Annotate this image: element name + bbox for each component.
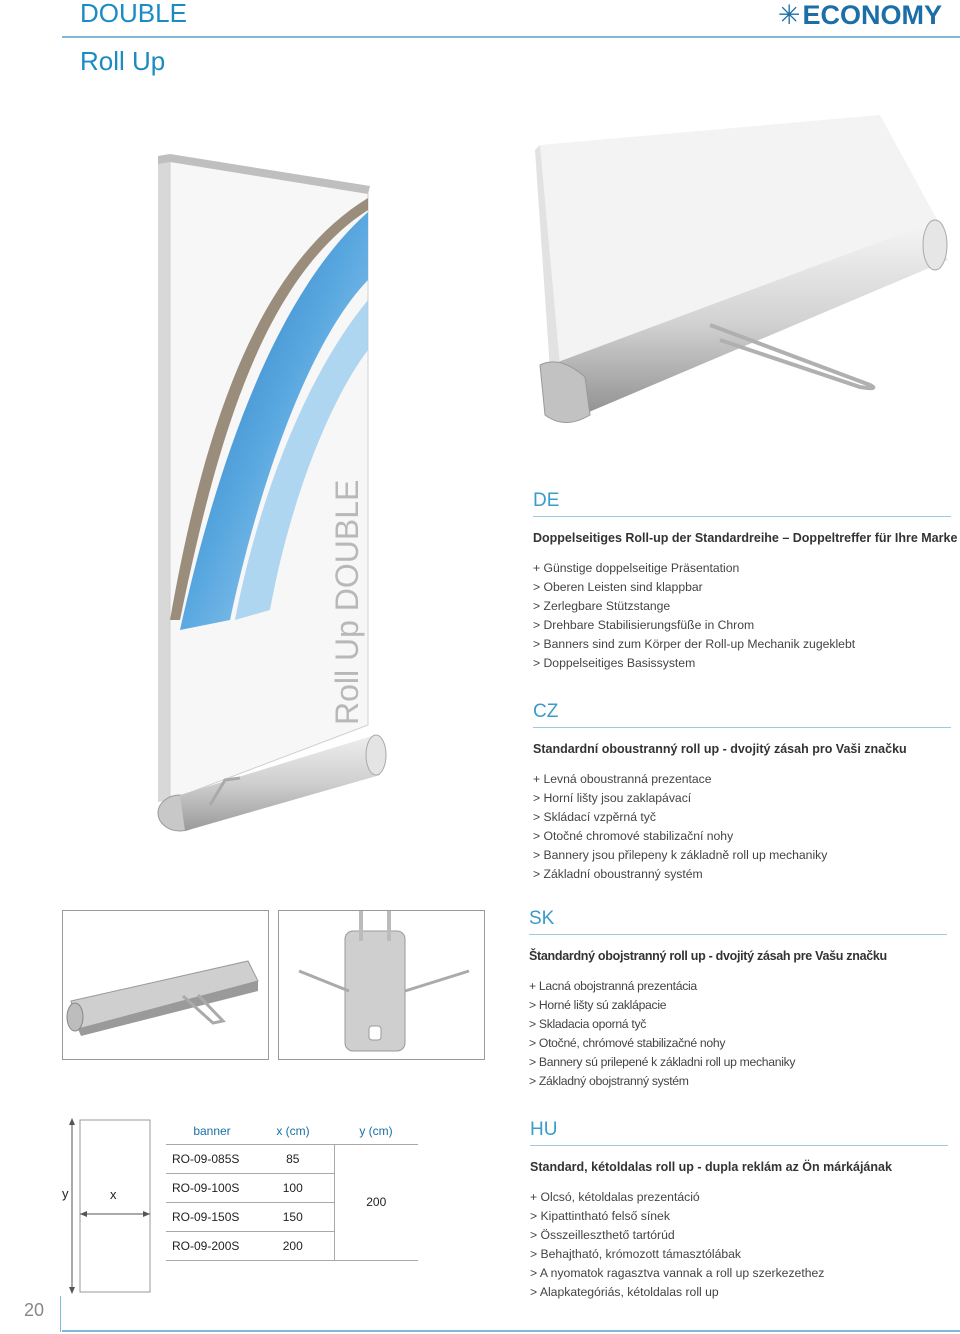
table-cell-y: 200 <box>334 1144 418 1260</box>
section-hu-label: HU <box>530 1119 558 1140</box>
header-divider <box>62 36 960 38</box>
list-item: + Günstige doppelseitige Präsentation <box>533 561 740 575</box>
page-number: 20 <box>24 1300 45 1320</box>
asterisk-icon: ✳ <box>777 0 801 30</box>
table-cell-x: 100 <box>252 1173 334 1202</box>
list-item: > Banners sind zum Körper der Roll-up Mechanik zugeklebt <box>533 637 856 651</box>
spec-table <box>166 1118 418 1261</box>
table-header-banner: banner <box>166 1118 252 1144</box>
list-item: > Doppelseitiges Basissystem <box>533 656 696 670</box>
section-hu-list <box>530 1188 948 1302</box>
list-item: > Oberen Leisten sind klappbar <box>533 580 703 594</box>
section-de-rule <box>533 516 951 517</box>
thumbnail-base-top <box>278 910 485 1060</box>
section-de-list <box>533 559 957 673</box>
table-cell-x: 150 <box>252 1202 334 1231</box>
list-item: > Drehbare Stabilisierungsfüße in Chrom <box>533 618 755 632</box>
dimension-y-label: y <box>62 1186 69 1201</box>
section-de-heading: Doppelseitiges Roll-up der Standardreihe – Doppeltreffer für Ihre Marke <box>533 531 958 545</box>
section-sk-rule <box>529 934 947 935</box>
list-item: > Horné lišty sú zaklápacie <box>529 998 667 1012</box>
table-cell-model: RO-09-085S <box>166 1144 252 1173</box>
brand-logo <box>778 0 942 31</box>
section-sk-heading: Štandardný obojstranný roll up - dvojitý zásah pre Vašu značku <box>529 949 887 963</box>
list-item: > A nyomatok ragasztva vannak a roll up szerkezethez <box>530 1266 825 1280</box>
table-cell-model: RO-09-200S <box>166 1231 252 1260</box>
table-row <box>166 1144 418 1173</box>
list-item: > Zerlegbare Stützstange <box>533 599 671 613</box>
list-item: > Základný obojstranný systém <box>529 1074 689 1088</box>
section-hu-heading: Standard, kétoldalas roll up - dupla reklám az Ön márkájának <box>530 1160 892 1174</box>
section-cz-list <box>533 770 951 884</box>
footer-divider-vertical <box>60 1296 61 1332</box>
list-item: > Bannery sú prilepené k základni roll up mechaniky <box>529 1055 796 1069</box>
table-cell-x: 200 <box>252 1231 334 1260</box>
table-header-x: x (cm) <box>252 1118 334 1144</box>
dimension-diagram <box>58 1118 158 1296</box>
section-cz-rule <box>533 727 951 728</box>
section-hu-rule <box>530 1145 948 1146</box>
list-item: > Horní lišty jsou zaklapávací <box>533 791 692 805</box>
brand-name: ECONOMY <box>802 0 942 30</box>
list-item: > Kipattintható felső sínek <box>530 1209 670 1223</box>
list-item: > Alapkategóriás, kétoldalas roll up <box>530 1285 719 1299</box>
dimension-x-label: x <box>110 1187 117 1202</box>
table-header-y: y (cm) <box>334 1118 418 1144</box>
list-item: > Základní oboustranný systém <box>533 867 703 881</box>
section-cz <box>533 701 951 884</box>
list-item: > Otočné chromové stabilizační nohy <box>533 829 734 843</box>
table-cell-x: 85 <box>252 1144 334 1173</box>
table-cell-model: RO-09-100S <box>166 1173 252 1202</box>
list-item: + Levná oboustranná prezentace <box>533 772 712 786</box>
section-sk-list <box>529 977 947 1091</box>
footer-divider <box>62 1330 960 1332</box>
list-item: > Otočné, chrómové stabilizačné nohy <box>529 1036 726 1050</box>
page-title: DOUBLE <box>80 0 187 28</box>
table-header-row <box>166 1118 418 1144</box>
list-item: > Behajtható, krómozott támasztólábak <box>530 1247 742 1261</box>
thumbnail-base-folded <box>62 910 269 1060</box>
table-cell-model: RO-09-150S <box>166 1202 252 1231</box>
section-hu <box>530 1119 948 1302</box>
product-photo-rollup <box>140 150 400 840</box>
list-item: > Skládací vzpěrná tyč <box>533 810 656 824</box>
section-cz-heading: Standardní oboustranný roll up - dvojitý zásah pro Vaši značku <box>533 742 907 756</box>
section-de <box>533 490 957 673</box>
list-item: > Bannery jsou přilepeny k základně roll up mechaniky <box>533 848 828 862</box>
page-subtitle: Roll Up <box>80 46 166 76</box>
banner-text: Roll Up DOUBLE <box>329 479 365 725</box>
section-sk-label: SK <box>529 908 555 929</box>
list-item: + Olcsó, kétoldalas prezentáció <box>530 1190 700 1204</box>
section-sk <box>529 908 947 1091</box>
section-de-label: DE <box>533 490 560 511</box>
list-item: + Lacná obojstranná prezentácia <box>529 979 697 993</box>
section-cz-label: CZ <box>533 701 559 722</box>
list-item: > Összeilleszthető tartórúd <box>530 1228 675 1242</box>
product-photo-base-closeup <box>530 115 960 435</box>
list-item: > Skladacia oporná tyč <box>529 1017 647 1031</box>
